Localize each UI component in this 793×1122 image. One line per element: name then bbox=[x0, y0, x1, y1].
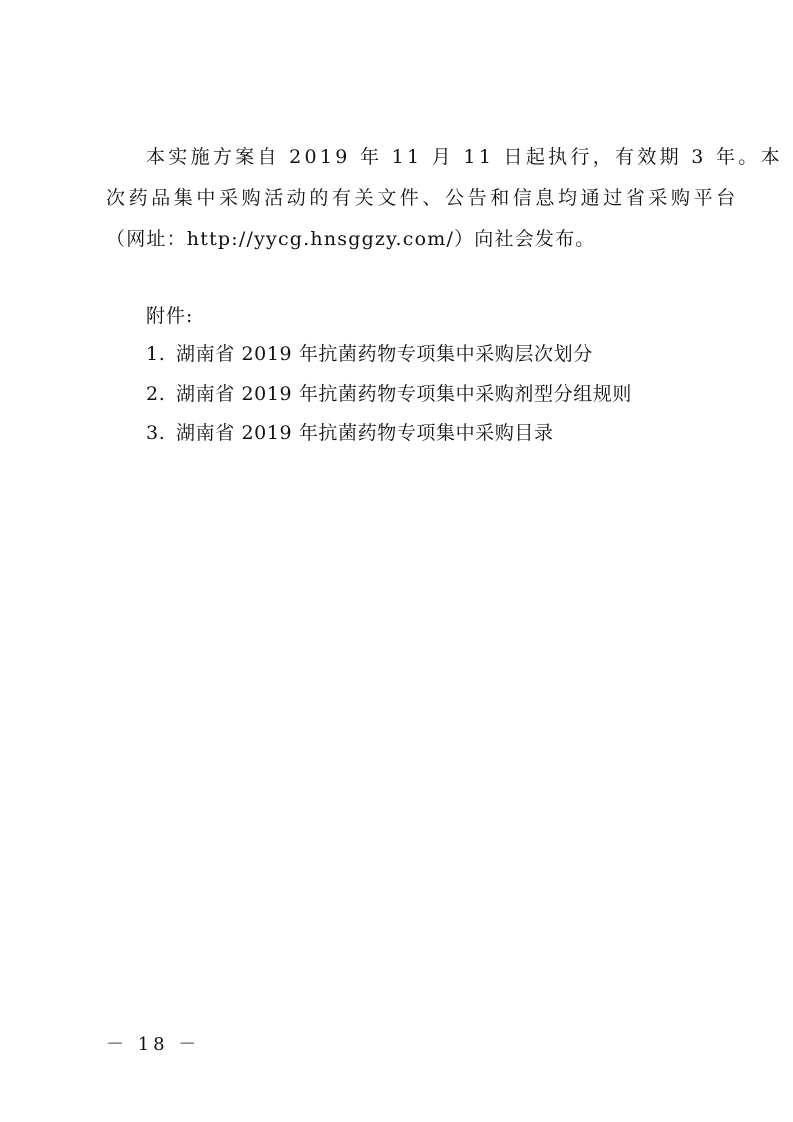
attachment-item-3 bbox=[146, 421, 554, 445]
paragraph-line-1: 本实施方案自 2019 年 11 月 11 日起执行，有效期 3 年。本 bbox=[146, 146, 783, 168]
attachment-title: 湖南省 2019 年抗菌药物专项集中采购层次划分 bbox=[176, 343, 593, 365]
attachment-item-1 bbox=[146, 342, 593, 366]
attachment-number: 3. bbox=[146, 422, 166, 444]
attachments-heading: 附件: bbox=[146, 305, 194, 327]
paragraph-line-2: 次药品集中采购活动的有关文件、公告和信息均通过省采购平台 bbox=[106, 187, 739, 209]
page-number: － 18 － bbox=[106, 1034, 201, 1055]
attachment-title: 湖南省 2019 年抗菌药物专项集中采购目录 bbox=[176, 422, 554, 444]
attachment-item-2 bbox=[146, 382, 632, 406]
attachment-title: 湖南省 2019 年抗菌药物专项集中采购剂型分组规则 bbox=[176, 383, 633, 405]
attachment-number: 1. bbox=[146, 343, 166, 365]
attachment-number: 2. bbox=[146, 383, 166, 405]
paragraph-line-3: （网址：http://yycg.hnsggzy.com/）向社会发布。 bbox=[106, 228, 596, 250]
